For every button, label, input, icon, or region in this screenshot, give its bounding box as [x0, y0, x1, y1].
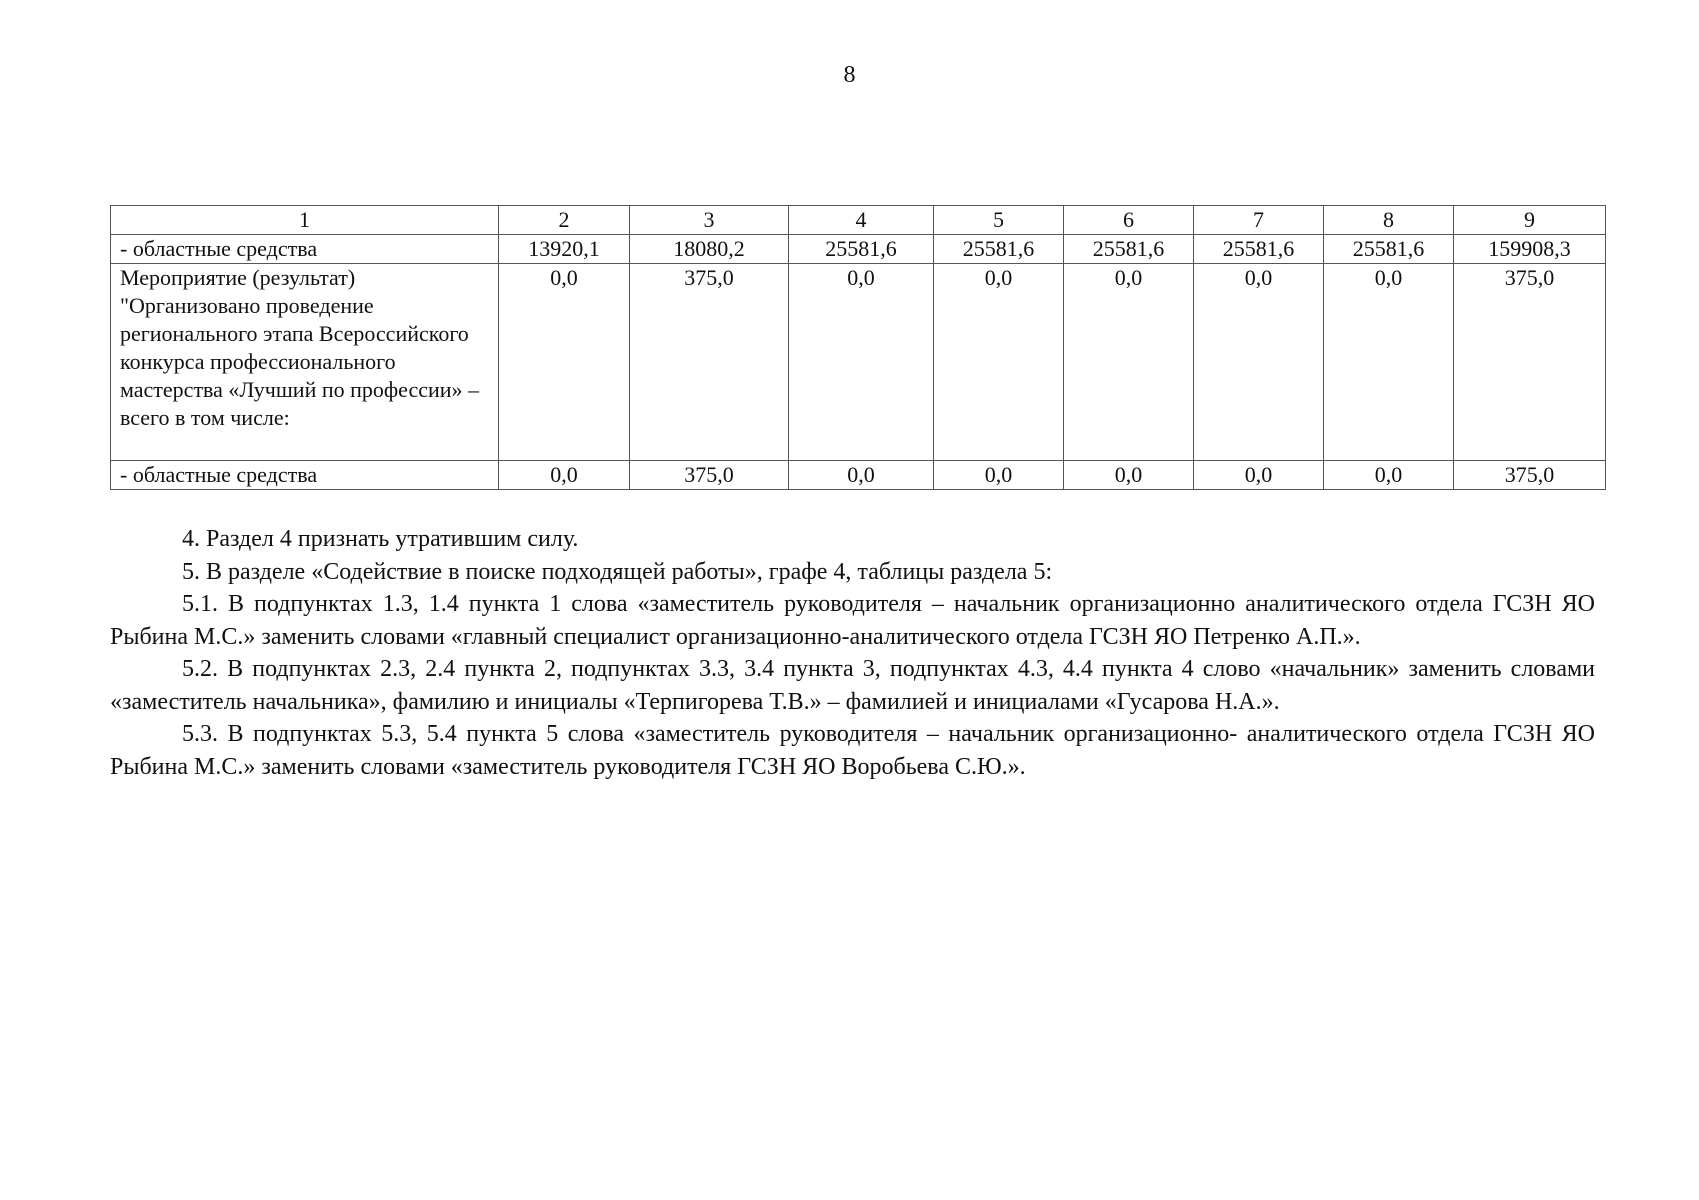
- column-number: 5: [934, 206, 1064, 235]
- column-number: 8: [1324, 206, 1454, 235]
- row-label: - областные средства: [111, 461, 499, 490]
- table-cell: 375,0: [630, 264, 789, 461]
- table-cell: 0,0: [1064, 461, 1194, 490]
- row-label: Мероприятие (результат) "Организовано проведение регионального этапа Всероссийского конкурса профессионального мастерства «Лучший по профессии» – всего в том числе:: [111, 264, 499, 461]
- column-number: 4: [789, 206, 934, 235]
- table-cell: 0,0: [499, 264, 630, 461]
- table-row: [111, 264, 1606, 461]
- table-cell: 375,0: [1454, 461, 1606, 490]
- paragraph: 5.3. В подпунктах 5.3, 5.4 пункта 5 слова «заместитель руководителя – начальник организационно- аналитического отдела ГСЗН ЯО Рыбина М.С.» заменить словами «заместитель руководителя ГСЗН ЯО Воробьева С.Ю.».: [110, 721, 1595, 780]
- table-header-row: [111, 206, 1606, 235]
- table-cell: 25581,6: [1194, 235, 1324, 264]
- table-cell: 0,0: [934, 461, 1064, 490]
- paragraph: 5.2. В подпунктах 2.3, 2.4 пункта 2, подпунктах 3.3, 3.4 пункта 3, подпунктах 4.3, 4.4 пункта 4 слово «начальник» заменить словами «заместитель начальника», фамилию и инициалы «Терпигорева Т.В.» – фамилией и инициалами «Гусарова Н.А.».: [110, 656, 1595, 715]
- column-number: 6: [1064, 206, 1194, 235]
- page-number: 8: [843, 62, 856, 88]
- column-number: 9: [1454, 206, 1606, 235]
- table-cell: 0,0: [789, 461, 934, 490]
- table-cell: 18080,2: [630, 235, 789, 264]
- column-number: 7: [1194, 206, 1324, 235]
- table-cell: 25581,6: [789, 235, 934, 264]
- table-cell: 0,0: [1194, 461, 1324, 490]
- paragraph: 4. Раздел 4 признать утратившим силу.: [182, 526, 579, 552]
- table-cell: 25581,6: [934, 235, 1064, 264]
- table-cell: 0,0: [1194, 264, 1324, 461]
- row-label: - областные средства: [111, 235, 499, 264]
- table-cell: 13920,1: [499, 235, 630, 264]
- table-row: [111, 235, 1606, 264]
- column-number: 2: [499, 206, 630, 235]
- table-cell: 0,0: [789, 264, 934, 461]
- table-cell: 0,0: [499, 461, 630, 490]
- table-cell: 0,0: [934, 264, 1064, 461]
- table-cell: 0,0: [1324, 461, 1454, 490]
- budget-table: [110, 205, 1606, 490]
- table-cell: 375,0: [630, 461, 789, 490]
- column-number: 1: [111, 206, 499, 235]
- paragraph: 5. В разделе «Содействие в поиске подходящей работы», графе 4, таблицы раздела 5:: [182, 558, 1053, 585]
- table-cell: 159908,3: [1454, 235, 1606, 264]
- column-number: 3: [630, 206, 789, 235]
- table-cell: 375,0: [1454, 264, 1606, 461]
- paragraph: 5.1. В подпунктах 1.3, 1.4 пункта 1 слова «заместитель руководителя – начальник организационно аналитического отдела ГСЗН ЯО Рыбина М.С.» заменить словами «главный специалист организационно-аналитического отдела ГСЗН ЯО Петренко А.П.».: [110, 591, 1595, 650]
- table-cell: 0,0: [1324, 264, 1454, 461]
- table-cell: 25581,6: [1064, 235, 1194, 264]
- table-cell: 0,0: [1064, 264, 1194, 461]
- table-cell: 25581,6: [1324, 235, 1454, 264]
- table-row: [111, 461, 1606, 490]
- document-body: [110, 523, 1595, 783]
